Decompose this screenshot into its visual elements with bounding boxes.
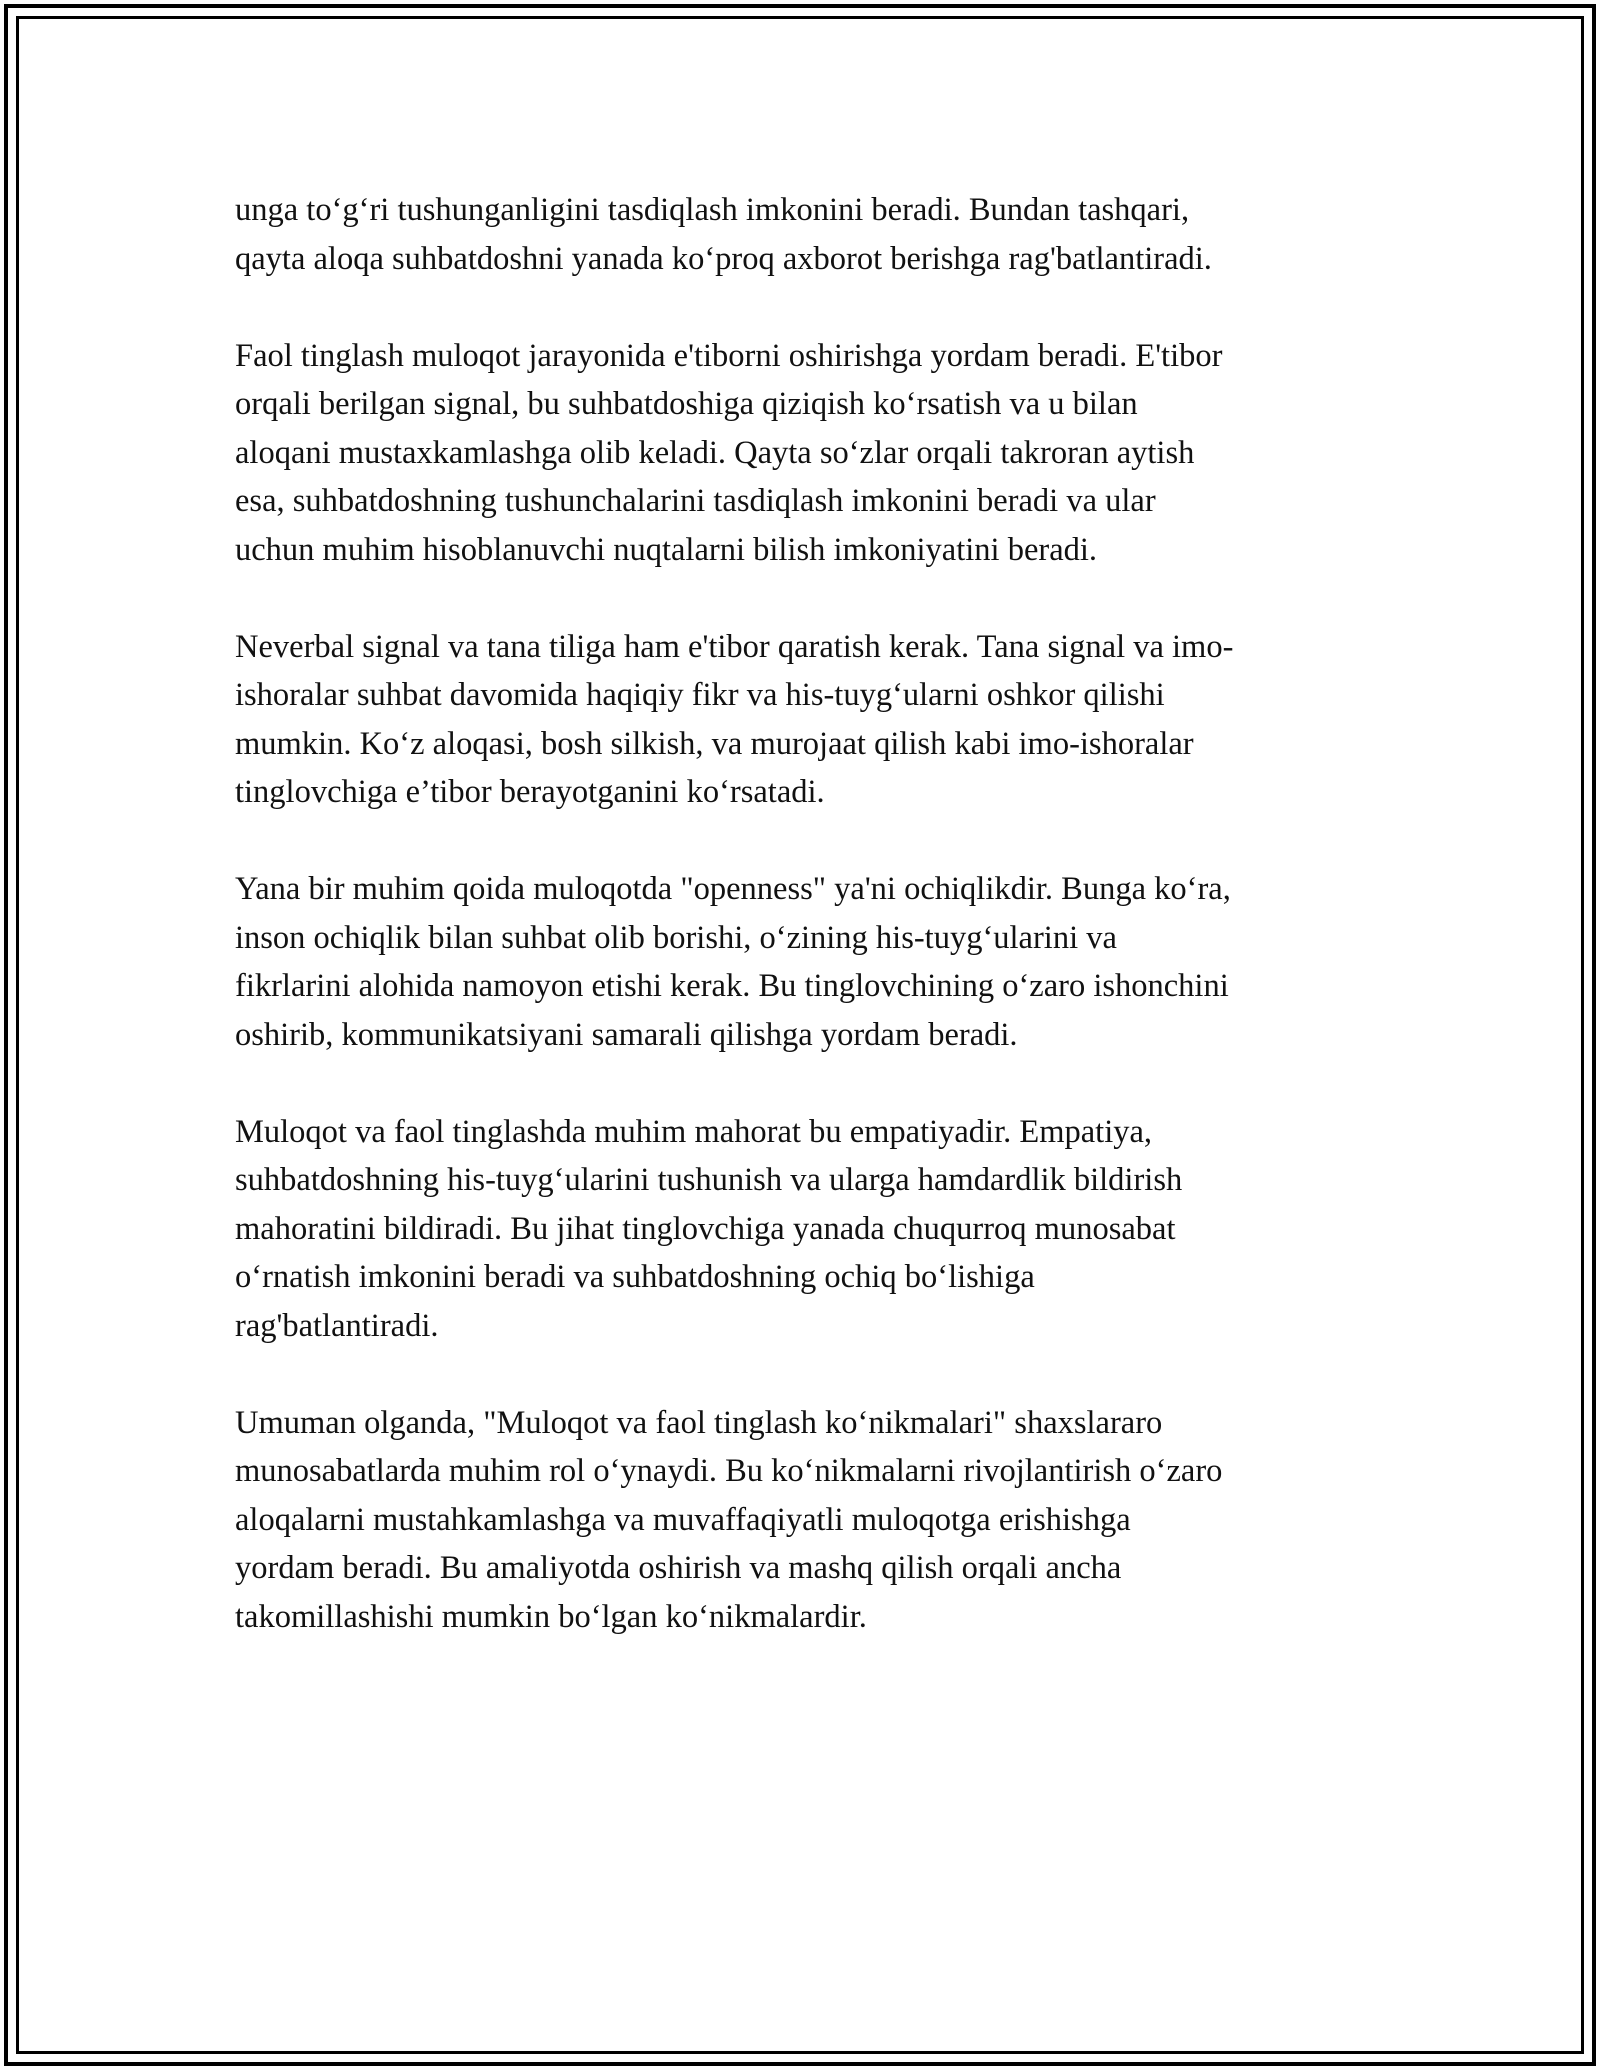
paragraph-feedback: unga to‘g‘ri tushunganligini tasdiqlash imkonini beradi. Bundan tashqari, qayta aloqa suhbatdoshni yanada ko‘proq axborot berishga rag'batlantiradi. [235, 192, 1212, 277]
document-body [235, 186, 1375, 1641]
paragraph-empathy: Muloqot va faol tinglashda muhim mahorat bu empatiyadir. Empatiya, suhbatdoshning his-tuyg‘ularini tushunish va ularga hamdardlik bildirish mahoratini bildiradi. Bu jihat tinglovchiga yanada chuqurroq munosabat o‘rnatish imkonini beradi va suhbatdoshning ochiq bo‘lishiga rag'batlantiradi. [235, 1113, 1183, 1344]
paragraph-active-listening: Faol tinglash muloqot jarayonida e'tiborni oshirishga yordam beradi. E'tibor orqali berilgan signal, bu suhbatdoshiga qiziqish ko‘rsatish va u bilan aloqani mustaxkamlashga olib keladi. Qayta so‘zlar orqali takroran aytish esa, suhbatdoshning tushunchalarini tasdiqlash imkonini beradi va ular uchun muhim hisoblanuvchi nuqtalarni bilish imkoniyatini beradi. [235, 337, 1223, 568]
paragraph-nonverbal-signals: Neverbal signal va tana tiliga ham e'tibor qaratish kerak. Tana signal va imo- ishoralar suhbat davomida haqiqiy fikr va his-tuyg‘ularni oshkor qilishi mumkin. Ko‘z aloqasi, bosh silkish, va murojaat qilish kabi imo-ishoralar tinglovchiga e’tibor berayotganini ko‘rsatadi. [235, 628, 1234, 810]
paragraph-conclusion: Umuman olganda, "Muloqot va faol tinglash ko‘nikmalari" shaxslararo munosabatlarda muhim rol o‘ynaydi. Bu ko‘nikmalarni rivojlantirish o‘zaro aloqalarni mustahkamlashga va muvaffaqiyatli muloqotga erishishga yordam beradi. Bu amaliyotda oshirish va mashq qilish orqali ancha takomillashishi mumkin bo‘lgan ko‘nikmalardir. [235, 1404, 1223, 1635]
paragraph-openness: Yana bir muhim qoida muloqotda "openness" ya'ni ochiqlikdir. Bunga ko‘ra, inson ochiqlik bilan suhbat olib borishi, o‘zining his-tuyg‘ularini va fikrlarini alohida namoyon etishi kerak. Bu tinglovchining o‘zaro ishonchini oshirib, kommunikatsiyani samarali qilishga yordam beradi. [235, 871, 1231, 1053]
